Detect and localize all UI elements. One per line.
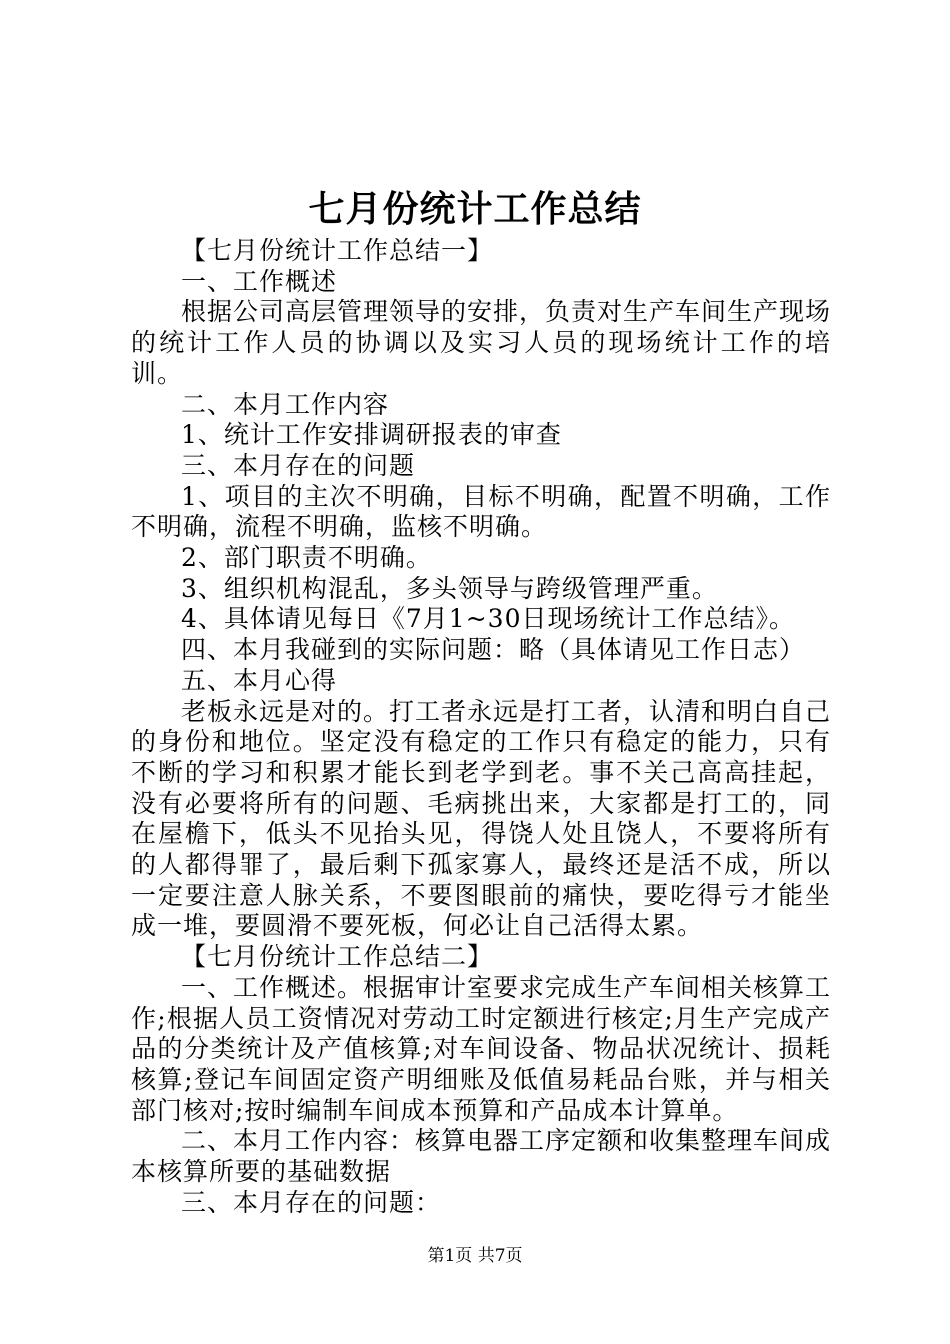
page-number-footer: 第1页 共7页 xyxy=(427,1246,523,1266)
paragraph: 3、组织机构混乱，多头领导与跨级管理严重。 xyxy=(181,573,718,603)
document-body xyxy=(131,236,831,1219)
paragraph-heading-problems: 三、本月存在的问题 xyxy=(181,450,416,480)
paragraph-heading-overview: 一、工作概述 xyxy=(181,266,338,296)
paragraph-heading-problems-2: 三、本月存在的问题： xyxy=(181,1187,442,1217)
paragraph-section-heading-1: 【七月份统计工作总结一】 xyxy=(181,236,494,265)
document-title: 七月份统计工作总结 xyxy=(308,188,642,230)
paragraph: 根据公司高层管理领导的安排，负责对生产车间生产现场的统计工作人员的协调以及实习人员的现场统计工作的培训。 xyxy=(131,297,832,388)
paragraph: 1、统计工作安排调研报表的审查 xyxy=(181,420,562,450)
paragraph-section-heading-2: 【七月份统计工作总结二】 xyxy=(181,942,494,972)
paragraph: 二、本月工作内容：核算电器工序定额和收集整理车间成本核算所要的基础数据 xyxy=(131,1126,832,1187)
paragraph: 老板永远是对的。打工者永远是打工者，认清和明白自己的身份和地位。坚定没有稳定的工作只有稳定的能力，只有不断的学习和积累才能长到老学到老。事不关己高高挂起，没有必要将所有的问题、毛病挑出来，大家都是打工的，同在屋檐下，低头不见抬头见，得饶人处且饶人，不要将所有的人都得罪了，最后剩下孤家寡人，最终还是活不成，所以一定要注意人脉关系，不要图眼前的痛快，要吃得亏才能坐成一堆，要圆滑不要死板，何必让自己活得太累。 xyxy=(131,696,832,941)
paragraph-heading-content: 二、本月工作内容 xyxy=(181,389,390,419)
paragraph: 1、项目的主次不明确，目标不明确，配置不明确，工作不明确，流程不明确，监核不明确。 xyxy=(131,481,831,542)
paragraph: 4、具体请见每日《7月1~30日现场统计工作总结》。 xyxy=(181,604,795,634)
paragraph-heading-insights: 五、本月心得 xyxy=(181,665,338,695)
paragraph: 2、部门职责不明确。 xyxy=(181,543,432,573)
paragraph-heading-actual-issues: 四、本月我碰到的实际问题：略（具体请见工作日志） xyxy=(181,635,806,665)
paragraph: 一、工作概述。根据审计室要求完成生产车间相关核算工作;根据人员工资情况对劳动工时定额进行核定;月生产完成产品的分类统计及产值核算;对车间设备、物品状况统计、损耗核算;登记车间固定资产明细账及低值易耗品台账，并与相关部门核对;按时编制车间成本预算和产品成本计算单。 xyxy=(131,972,832,1125)
